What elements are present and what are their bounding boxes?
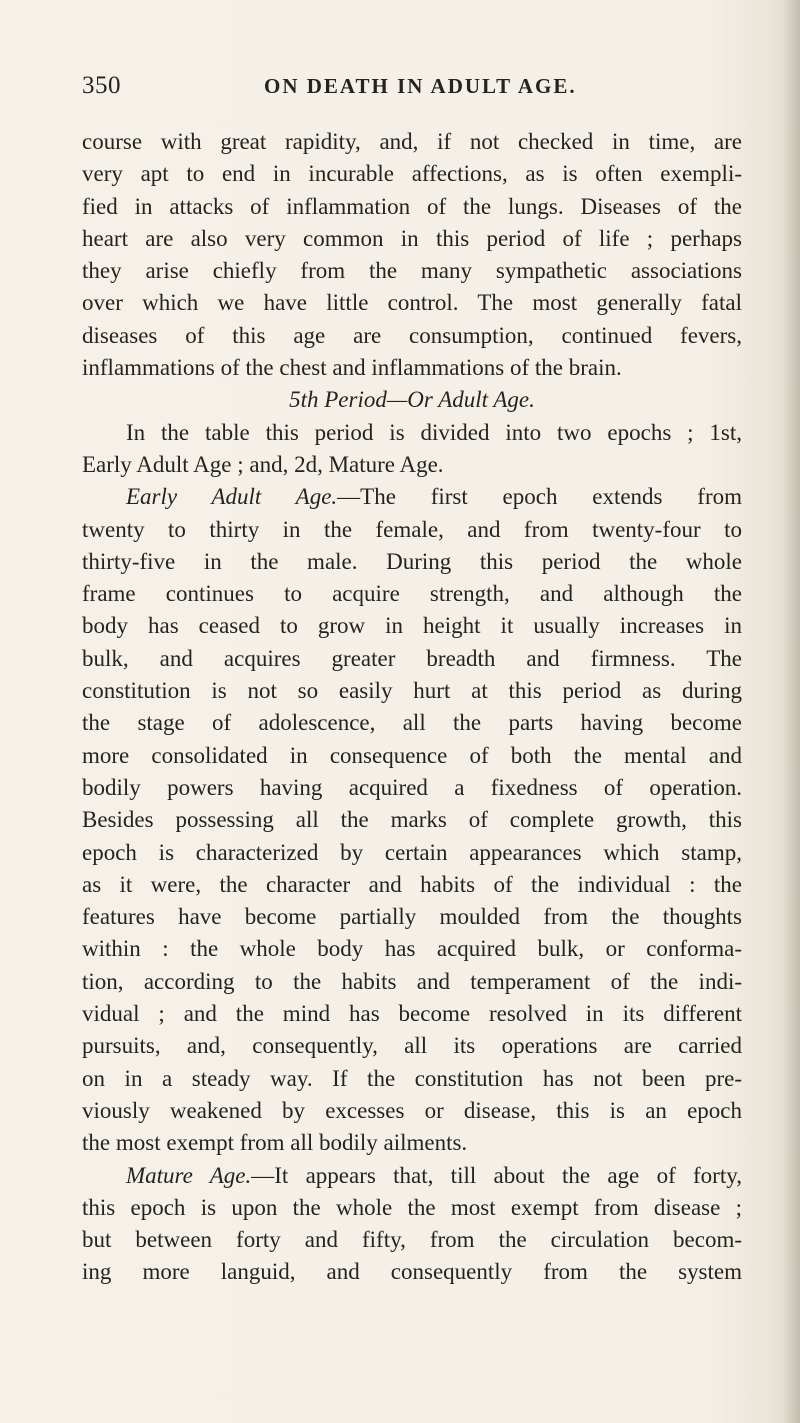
italic-run: Mature Age. xyxy=(126,1162,252,1188)
text-run: Besides possessing all the marks of complete growth, this xyxy=(82,807,742,833)
text-line xyxy=(82,901,742,933)
italic-run: 5th Period—Or Adult Age. xyxy=(289,387,535,413)
text-run: on in a steady way. If the constitution has not been pre- xyxy=(82,1065,742,1091)
text-line xyxy=(82,514,742,546)
text-line xyxy=(82,352,742,384)
text-run: over which we have little control. The most generally fatal xyxy=(82,290,742,316)
text-line xyxy=(82,191,742,223)
page-number: 350 xyxy=(82,72,121,99)
italic-run: Early Adult Age. xyxy=(126,484,338,510)
text-run: as it were, the character and habits of the individual : the xyxy=(82,871,742,897)
text-line xyxy=(82,320,742,352)
text-line xyxy=(82,158,742,190)
text-run: frame continues to acquire strength, and although the xyxy=(82,581,742,607)
page-edge-shadow xyxy=(782,0,800,1423)
text-line xyxy=(82,772,742,804)
text-run: heart are also very common in this period of life ; perhaps xyxy=(82,225,742,251)
text-run: course with great rapidity, and, if not checked in time, are xyxy=(82,129,742,154)
text-line xyxy=(82,966,742,998)
text-line xyxy=(82,837,742,869)
body-text xyxy=(82,126,742,1289)
text-line xyxy=(82,417,742,449)
text-run: bulk, and acquires greater breadth and firmness. The xyxy=(82,645,742,671)
text-line xyxy=(82,610,742,642)
text-run: fied in attacks of inflammation of the lungs. Diseases of the xyxy=(82,193,742,219)
page-header xyxy=(82,72,742,112)
text-line xyxy=(82,1192,742,1224)
text-line xyxy=(82,643,742,675)
text-line xyxy=(82,804,742,836)
text-run: constitution is not so easily hurt at this period as during xyxy=(82,678,742,704)
text-run: body has ceased to grow in height it usually increases in xyxy=(82,613,742,639)
text-line xyxy=(82,126,742,158)
text-run: inflammations of the chest and inflammations of the brain. xyxy=(82,355,622,381)
text-run: this epoch is upon the whole the most exempt from disease ; xyxy=(82,1194,742,1220)
text-run: the stage of adolescence, all the parts having become xyxy=(82,710,742,736)
text-run: tion, according to the habits and temperament of the indi- xyxy=(82,968,742,994)
text-run: —It appears that, till about the age of forty, xyxy=(251,1162,742,1188)
text-run: vidual ; and the mind has become resolved in its different xyxy=(82,1001,742,1027)
text-run: In the table this period is divided into two epochs ; 1st, xyxy=(126,419,742,445)
text-run: pursuits, and, consequently, all its operations are carried xyxy=(82,1033,742,1059)
text-line xyxy=(82,707,742,739)
text-line xyxy=(82,740,742,772)
text-line xyxy=(82,933,742,965)
text-run: —The first epoch extends from xyxy=(337,484,742,510)
text-run: the most exempt from all bodily ailments. xyxy=(82,1130,468,1156)
text-run: bodily powers having acquired a fixedness of operation. xyxy=(82,774,742,800)
text-run: they arise chiefly from the many sympathetic associations xyxy=(82,258,742,284)
text-line xyxy=(82,675,742,707)
text-run: very apt to end in incurable affections, as is often exempli- xyxy=(82,161,742,187)
text-run: epoch is characterized by certain appearances which stamp, xyxy=(82,839,742,865)
text-line xyxy=(82,449,742,481)
text-run: thirty-five in the male. During this period the whole xyxy=(82,548,742,574)
text-line xyxy=(82,481,742,513)
text-line xyxy=(82,255,742,287)
section-heading xyxy=(82,384,742,416)
text-line xyxy=(82,546,742,578)
text-line xyxy=(82,1224,742,1256)
text-run: more consolidated in consequence of both the mental and xyxy=(82,742,742,768)
text-run: viously weakened by excesses or disease, this is an epoch xyxy=(82,1097,742,1123)
text-run: but between forty and fifty, from the circulation becom- xyxy=(82,1227,742,1253)
text-line xyxy=(82,998,742,1030)
text-line xyxy=(82,1160,742,1192)
running-head: ON DEATH IN ADULT AGE. xyxy=(264,74,577,98)
text-run: within : the whole body has acquired bulk, or conforma- xyxy=(82,936,742,962)
text-line xyxy=(82,1095,742,1127)
text-run: twenty to thirty in the female, and from twenty-four to xyxy=(82,516,742,542)
text-line xyxy=(82,578,742,610)
text-line xyxy=(82,1063,742,1095)
text-line xyxy=(82,1256,742,1288)
text-run: diseases of this age are consumption, continued fevers, xyxy=(82,322,742,348)
text-run: Early Adult Age ; and, 2d, Mature Age. xyxy=(82,451,444,477)
text-line xyxy=(82,287,742,319)
text-line xyxy=(82,1127,742,1159)
text-line xyxy=(82,223,742,255)
text-line xyxy=(82,1030,742,1062)
text-line xyxy=(82,869,742,901)
text-run: ing more languid, and consequently from the system xyxy=(82,1259,742,1285)
text-run: features have become partially moulded from the thoughts xyxy=(82,904,742,930)
